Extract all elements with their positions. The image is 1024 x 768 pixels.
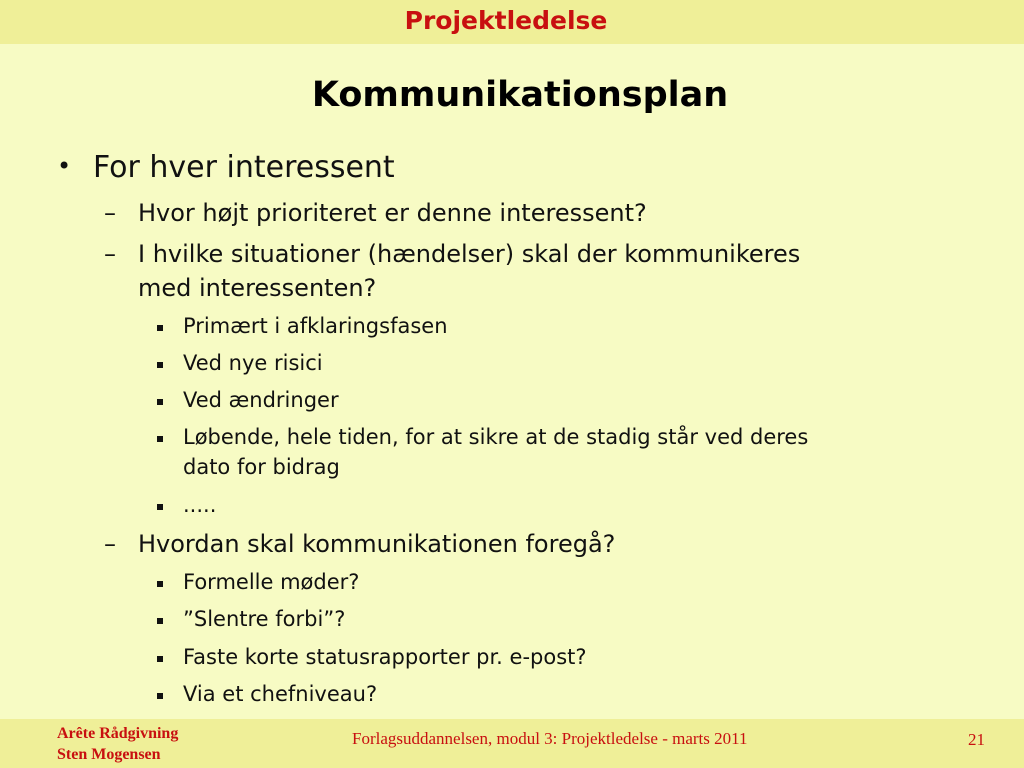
square-bullet-icon <box>157 618 163 624</box>
bullet-for-hver-interessent: For hver interessent <box>93 150 395 185</box>
dash-marker: – <box>104 240 116 268</box>
square-bullet-icon <box>157 325 163 331</box>
item-loebende-line1: Løbende, hele tiden, for at sikre at de stadig står ved deres <box>183 425 809 449</box>
item-nye-risici: Ved nye risici <box>183 351 323 375</box>
item-slentre-forbi: ”Slentre forbi”? <box>183 607 346 631</box>
footer-org-line1: Arête Rådgivning <box>57 725 179 742</box>
item-statusrapporter: Faste korte statusrapporter pr. e-post? <box>183 645 587 669</box>
item-ellipsis: ..... <box>183 493 217 517</box>
sub-bullet-prioritet: Hvor højt prioriteret er denne interessent? <box>138 199 647 227</box>
item-aendringer: Ved ændringer <box>183 388 339 412</box>
item-formelle-moeder: Formelle møder? <box>183 570 360 594</box>
footer-course: Forlagsuddannelsen, modul 3: Projektledelse - marts 2011 <box>352 729 748 748</box>
dash-marker: – <box>104 199 116 227</box>
footer-page-number: 21 <box>968 730 985 749</box>
square-bullet-icon <box>157 436 163 442</box>
header-title: Projektledelse <box>404 6 608 35</box>
square-bullet-icon <box>157 693 163 699</box>
item-primaert: Primært i afklaringsfasen <box>183 314 448 338</box>
square-bullet-icon <box>157 362 163 368</box>
square-bullet-icon <box>157 399 163 405</box>
square-bullet-icon <box>157 656 163 662</box>
square-bullet-icon <box>157 504 163 510</box>
sub-bullet-situationer-line2: med interessenten? <box>138 274 377 302</box>
footer-organization <box>57 723 178 765</box>
item-loebende-line2: dato for bidrag <box>183 455 340 479</box>
footer-org-line2: Sten Mogensen <box>57 746 161 763</box>
sub-bullet-situationer-line1: I hvilke situationer (hændelser) skal der kommunikeres <box>138 240 801 268</box>
bullet-marker: • <box>57 152 72 180</box>
slide-title: Kommunikationsplan <box>311 75 729 115</box>
sub-bullet-hvordan: Hvordan skal kommunikationen foregå? <box>138 530 616 558</box>
square-bullet-icon <box>157 581 163 587</box>
dash-marker: – <box>104 530 116 558</box>
item-chefniveau: Via et chefniveau? <box>183 682 378 706</box>
